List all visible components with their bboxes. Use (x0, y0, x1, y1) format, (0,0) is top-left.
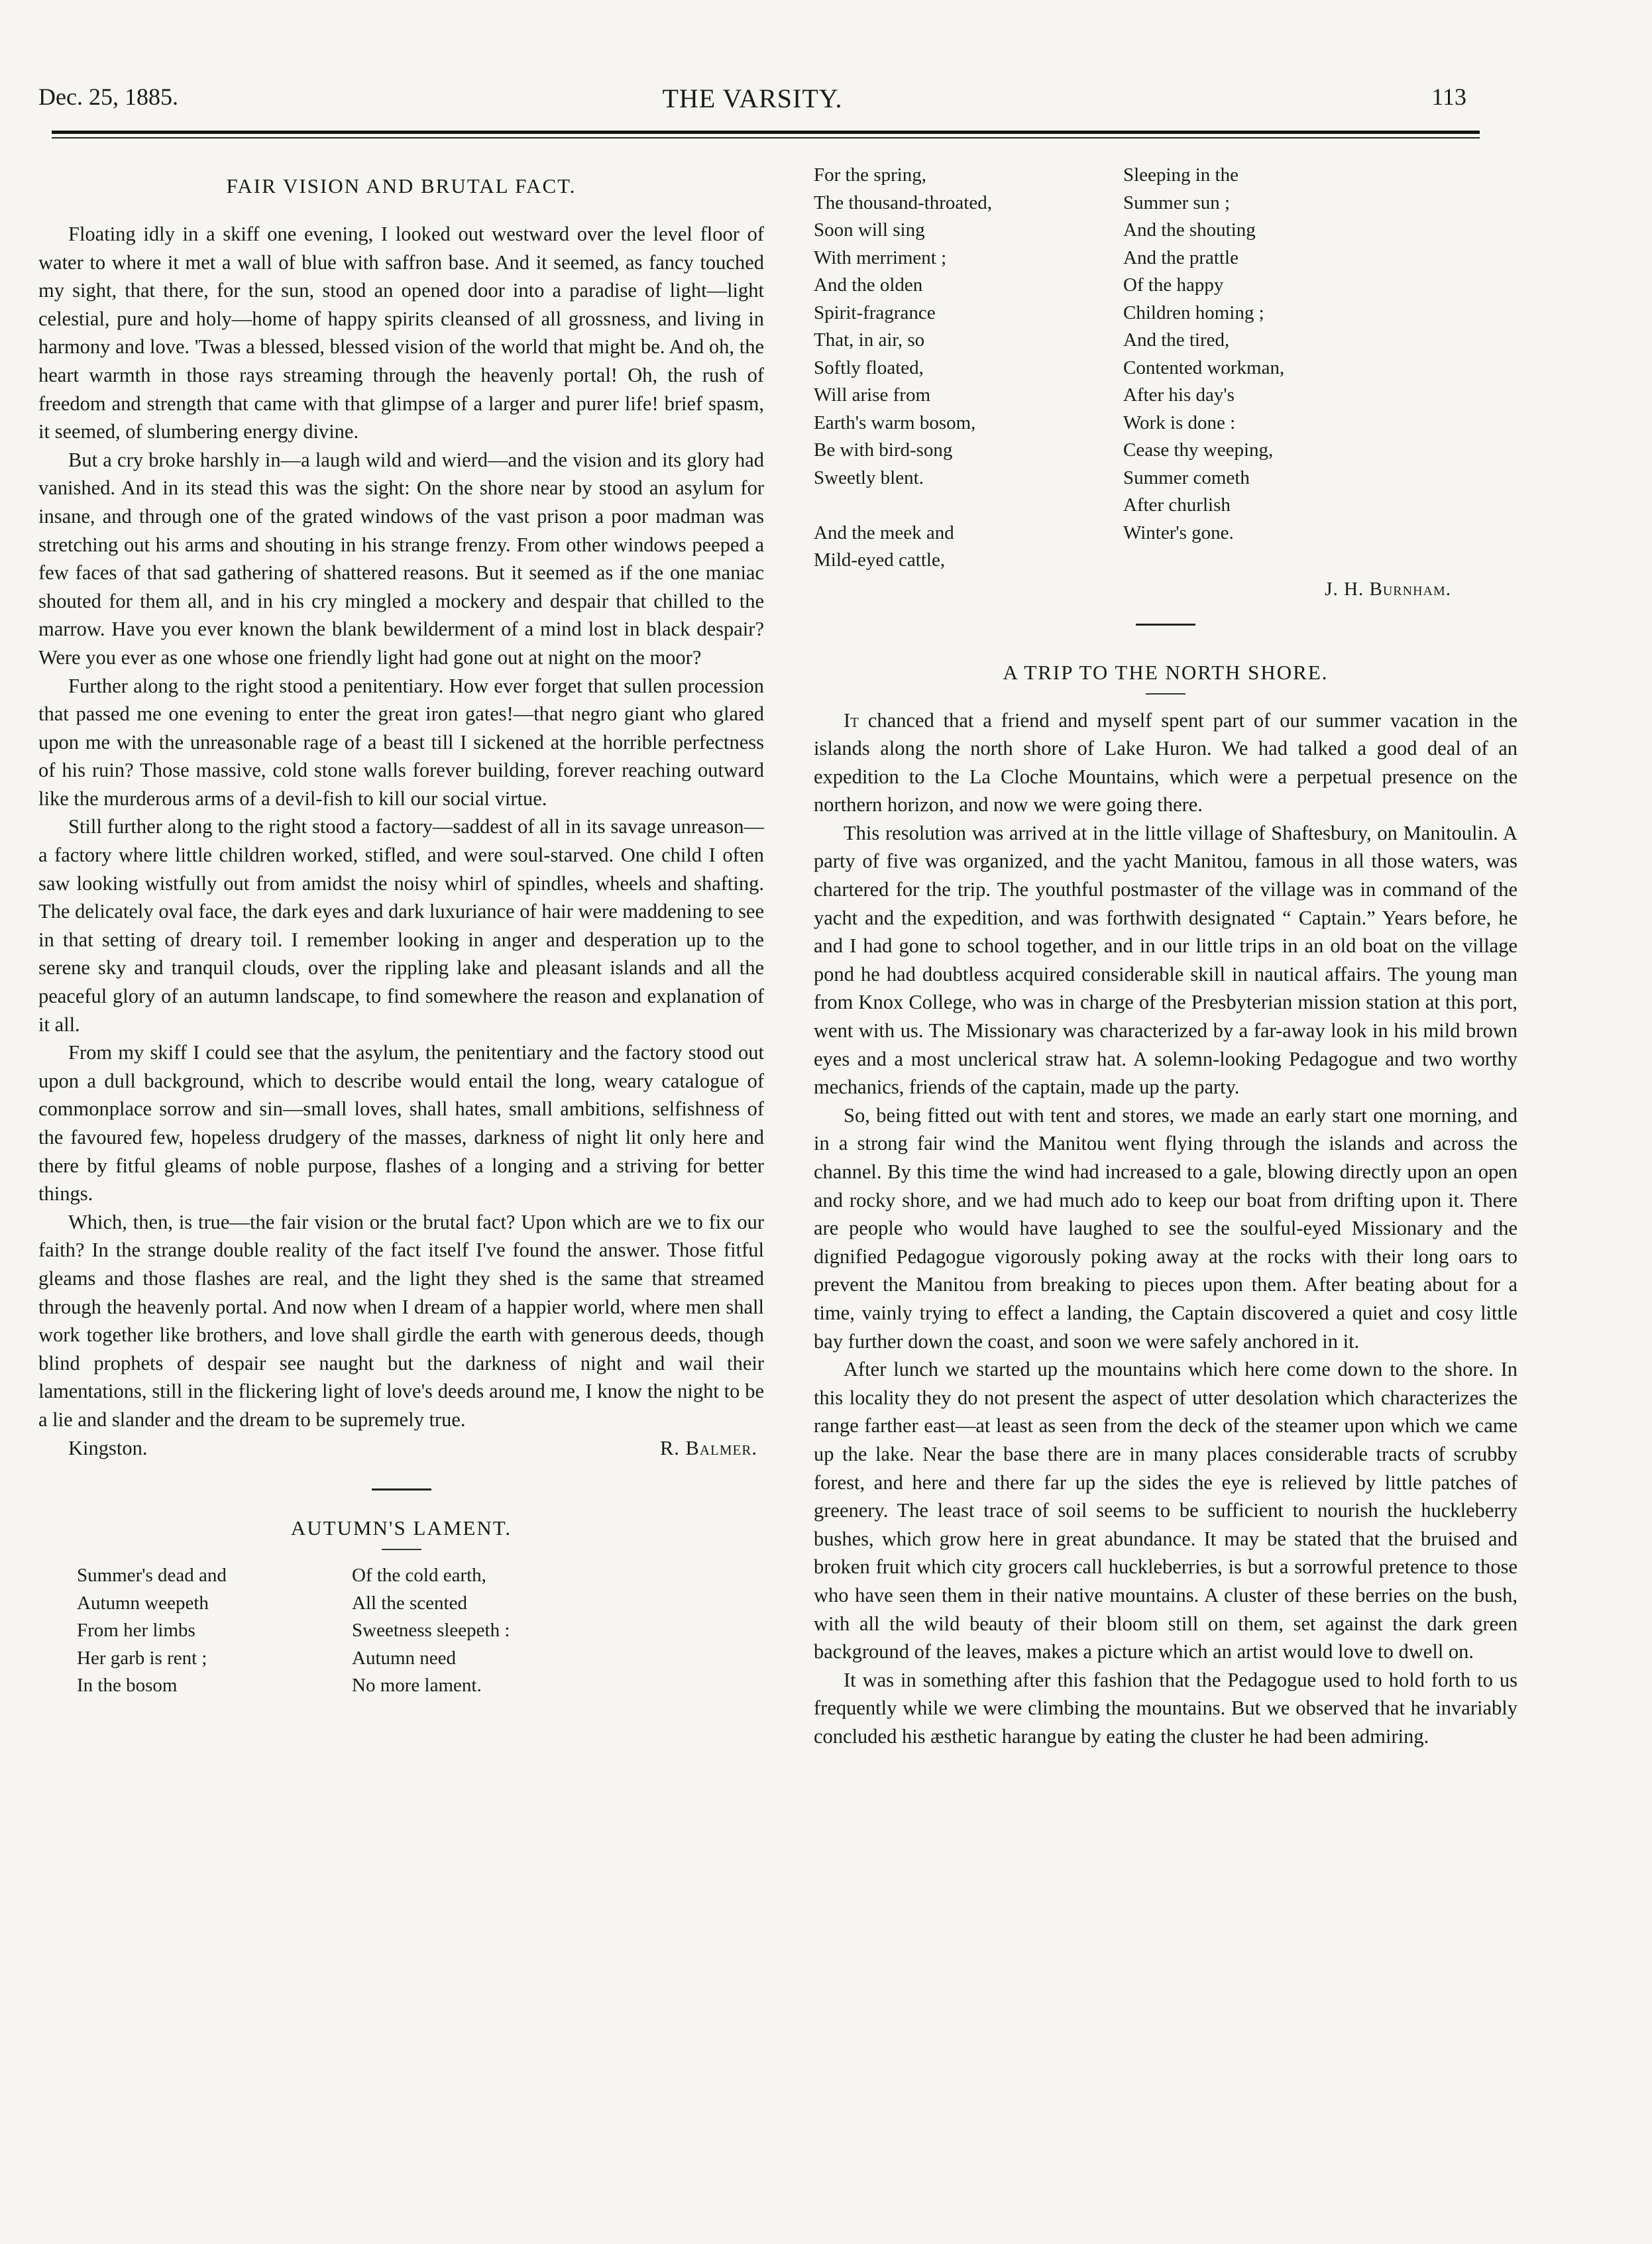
poem-line: Autumn weepeth (77, 1592, 209, 1614)
poem-column (1123, 162, 1284, 575)
poem-line: Winter's gone. (1123, 522, 1234, 543)
paragraph: Further along to the right stood a penitentiary. How ever forget that sullen procession that passed me one evening to enter the great iron gates!—that negro giant who glared upon me with the unreasonable rage of a beast till I sickened at the horrible perfectness of his ruin? Those massive, cold stone walls forever building, forever reaching outward like the murderous arms of a devil-fish to kill our social virtue. (38, 674, 764, 810)
paragraph: This resolution was arrived at in the little village of Shaftesbury, on Manitoulin. A party of five was organized, and the yacht Manitou, famous in all those waters, was chartered for the trip. The youthful postmaster of the village was in command of the yacht and the expedition, and was forthwith designated “ Captain.” Years before, he and I had gone to school together, and in our little trips in an old boat on the village pond he had doubtless acquired considerable skill in nautical affairs. The young man from Knox College, who was in charge of the Presbyterian mission station at this port, went with us. The Missionary was characterized by a far-away look in his mild brown eyes and a most unclerical straw hat. A solemn-looking Pedagogue and two worthy mechanics, friends of the captain, made up the party. (814, 821, 1517, 1099)
poem-line: Summer's dead and (77, 1565, 227, 1587)
signature-line (38, 1434, 764, 1463)
poem-title-autumn: AUTUMN'S LAMENT. (290, 1516, 512, 1540)
right-column (814, 162, 1517, 1750)
title-rule (1146, 693, 1185, 695)
paragraph: Still further along to the right stood a factory—saddest of all in its savage unreason—a factory where little children worked, stifled, and were soul-starved. One child I often saw looking wistfully out from amidst the noisy whirl of spindles, wheels and shafting. The delicately oval face, the dark eyes and dark luxuriance of hair were maddening to see in that setting of dreary toil. I remember looking in anger and desperation up to the serene sky and tranquil clouds, over the rippling lake and pleasant islands and all the peaceful glory of an autumn landscape, to find somewhere the reason and explanation of it all. (38, 815, 764, 1036)
poem-line: No more lament. (352, 1675, 482, 1697)
poem-line: And the olden (814, 274, 923, 296)
article-title-fair-vision: FAIR VISION AND BRUTAL FACT. (226, 174, 577, 197)
poem-line: For the spring, (814, 164, 926, 186)
poem-line: Autumn need (352, 1647, 457, 1669)
poem-line: Earth's warm bosom, (814, 412, 976, 433)
header-rule (52, 131, 1480, 134)
title-rule (382, 1549, 421, 1550)
poem-line: Her garb is rent ; (77, 1647, 207, 1669)
paragraph: But a cry broke harshly in—a laugh wild and wierd—and the vision and its glory had vanished. And in its stead this was the sight: On the shore near by stood an asylum for insane, and through one of the grated windows of the vast prison a poor madman was stretching out his arms and shouting in his strange frenzy. From other windows peeped a few faces of that sad gathering of shattered reasons. But it seemed as if the one maniac shouted for them all, and in his cry mingled a mockery and despair that chilled to the marrow. Have you ever known the blank bewilderment of a mind lost in black despair? Were you ever as one whose one friendly light had gone out at night on the moor? (38, 448, 764, 669)
poem-line: After churlish (1123, 494, 1231, 516)
section-divider (1136, 624, 1195, 626)
place-name: Kingston. (68, 1436, 148, 1459)
stanza-gap (814, 492, 1123, 520)
header-rule-thin (52, 137, 1480, 139)
poem-autumn-lament (77, 1562, 764, 1700)
poem-line: Work is done : (1123, 412, 1236, 433)
poem-line: Sweetly blent. (814, 467, 924, 488)
masthead-title: THE VARSITY. (662, 84, 843, 113)
poem-line: After his day's (1123, 384, 1235, 406)
poem-line: Contented workman, (1123, 357, 1285, 378)
poem-line: And the meek and (814, 522, 954, 543)
poem-author: J. H. Burnham. (1325, 578, 1451, 600)
poem-line: Of the happy (1123, 274, 1224, 296)
poem-column (814, 162, 1123, 575)
paragraph: After lunch we started up the mountains which here come down to the shore. In this locality they do not present the aspect of utter desolation which characterizes the range farther east—at least as seen from the deck of the steamer upon which we came up the lake. Near the base there are in many places considerable tracts of scrubby forest, and here and there far up the sides the eye is relieved by little patches of greenery. The least trace of soil seems to be sufficient to nourish the huckleberry bushes, which grow here in great abundance. It may be stated that the bruised and broken fruit which city grocers call huckleberries, is but a sorrowful pretence to those who have seen them in their native mountains. A cluster of these berries on the bush, with all the wild beauty of their bloom still on them, set against the dark green background of the leaves, makes a picture which an artist would love to dwell on. (814, 1358, 1517, 1663)
header-date: Dec. 25, 1885. (38, 84, 178, 110)
article-title-trip: A TRIP TO THE NORTH SHORE. (1003, 660, 1329, 684)
poem-line: Summer cometh (1123, 467, 1250, 488)
poem-column (77, 1562, 352, 1700)
poem-line: And the prattle (1123, 247, 1239, 268)
poem-line: With merriment ; (814, 247, 947, 268)
poem-line: Softly floated, (814, 357, 924, 378)
poem-line: And the shouting (1123, 219, 1256, 241)
poem-line: And the tired, (1123, 329, 1230, 351)
paragraph: It was in something after this fashion that the Pedagogue used to hold forth to us frequently while we were climbing the mountains. But we observed that he invariably concluded his æsthetic harangue by eating the cluster he had been admiring. (814, 1668, 1517, 1748)
left-column (38, 172, 764, 1700)
poem-line: From her limbs (77, 1620, 195, 1642)
author-name: R. Balmer. (659, 1436, 757, 1459)
poem-column (352, 1562, 510, 1700)
page-number: 113 (1431, 84, 1466, 110)
poem-line: That, in air, so (814, 329, 925, 351)
poem-autumn-lament-continued (814, 162, 1517, 575)
poem-line: Be with bird-song (814, 439, 953, 461)
poem-line: Mild-eyed cattle, (814, 549, 946, 571)
section-divider (372, 1488, 431, 1490)
paragraph (814, 706, 1517, 819)
page-header (38, 83, 1466, 129)
poem-line: In the bosom (77, 1675, 178, 1697)
poem-line: Summer sun ; (1123, 192, 1231, 213)
poem-line: The thousand-throated, (814, 192, 992, 213)
paragraph: So, being fitted out with tent and stores, we made an early start one morning, and in a strong fair wind the Manitou went flying through the islands and across the channel. By this time the wind had increased to a gale, blowing directly upon an open and rocky shore, and we had much ado to keep our boat from drifting upon it. There are people who would have laughed to see the soulful-eyed Missionary and the dignified Pedagogue vigorously poking away at the rocks with their long oars to prevent the Manitou from breaking to pieces upon them. After beating about for a time, vainly trying to effect a landing, the Captain discovered a quiet and cosy little bay further down the coast, and soon we were safely anchored in it. (814, 1103, 1517, 1353)
drop-word: It (844, 708, 859, 732)
poem-line: All the scented (352, 1592, 467, 1614)
paragraph-text: chanced that a friend and myself spent part of our summer vacation in the islands along the north shore of Lake Huron. We had talked a good deal of an expedition to the La Cloche Mountains, which were a perpetual presence on the northern horizon, and now we were going there. (814, 708, 1517, 816)
poem-line: Of the cold earth, (352, 1565, 486, 1587)
paragraph: Which, then, is true—the fair vision or the brutal fact? Upon which are we to fix our faith? In the strange double reality of the fact itself I've found the answer. Those fitful gleams and those flashes are real, and the light they shed is the same that streamed through the heavenly portal. And now when I dream of a happier world, where men shall work together like brothers, and love shall girdle the earth with generous deeds, though blind prophets of despair see naught but the darkness of night and wail their lamentations, still in the flickering light of love's deeds around me, I know the night to be a lie and slander and the dream to be supremely true. (38, 1210, 764, 1431)
poem-line: Will arise from (814, 384, 930, 406)
poem-line: Spirit-fragrance (814, 302, 936, 323)
poem-line: Sweetness sleepeth : (352, 1620, 510, 1642)
paragraph: Floating idly in a skiff one evening, I looked out westward over the level floor of water to where it met a wall of blue with saffron base. And it seemed, as fancy touched my sight, that there, for the sun, stood an opened door into a paradise of light—light celestial, pure and holy—home of happy spirits cleansed of all grossness, and living in harmony and love. 'Twas a blessed, blessed vision of the world that might be. And oh, the heart warmth in those rays streaming through the heavenly portal! Oh, the rush of freedom and strength that came with that glimpse of a larger and purer life! brief spasm, it seemed, of slumbering energy divine. (38, 223, 764, 443)
poem-line: Cease thy weeping, (1123, 439, 1274, 461)
poem-line: Children homing ; (1123, 302, 1264, 323)
paragraph: From my skiff I could see that the asylum, the penitentiary and the factory stood out upon a dull background, which to describe would entail the long, weary catalogue of commonplace sorrow and sin—small loves, shall hates, small ambitions, selfishness of the favoured few, hopeless drudgery of the masses, darkness of night lit only here and there by fitful gleams of noble purpose, flashes of a longing and a striving for better things. (38, 1041, 764, 1206)
poem-line: Sleeping in the (1123, 164, 1239, 186)
poem-line: Soon will sing (814, 219, 925, 241)
